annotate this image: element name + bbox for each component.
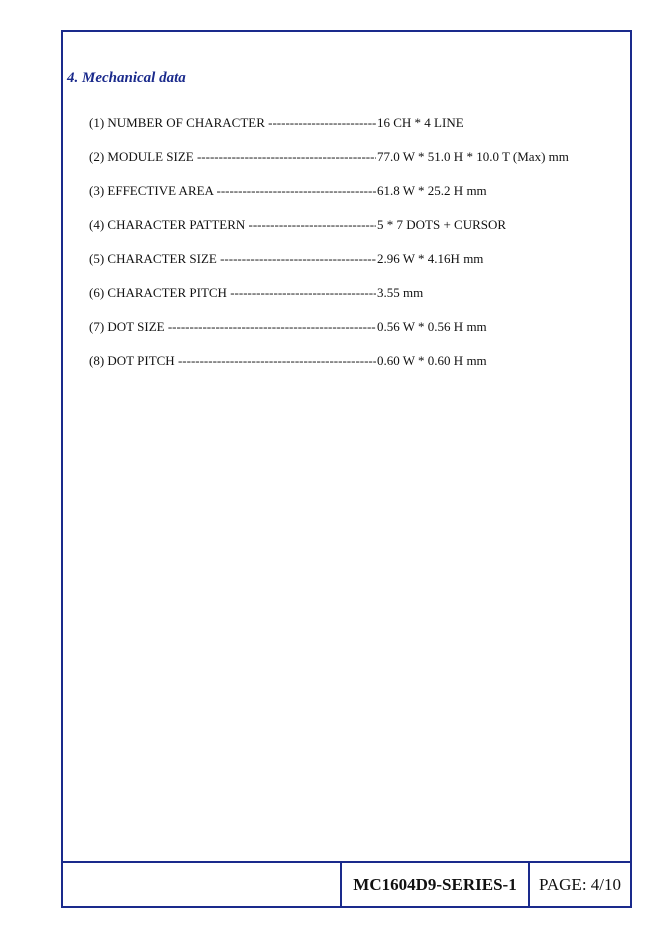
spec-row bbox=[89, 182, 609, 216]
spec-list bbox=[89, 114, 609, 386]
footer-page-number: PAGE: 4/10 bbox=[538, 874, 622, 894]
spec-row bbox=[89, 114, 609, 148]
spec-row bbox=[89, 148, 609, 182]
spec-row bbox=[89, 352, 609, 386]
footer bbox=[63, 861, 630, 906]
spec-value: 77.0 W * 51.0 H * 10.0 T (Max) mm bbox=[377, 149, 569, 164]
spec-value: 0.60 W * 0.60 H mm bbox=[377, 353, 487, 368]
spec-label: (3) EFFECTIVE AREA ----- bbox=[89, 182, 376, 200]
spec-row bbox=[89, 216, 609, 250]
spec-value: 0.56 W * 0.56 H mm bbox=[377, 319, 487, 334]
footer-model-number: MC1604D9-SERIES-1 bbox=[342, 863, 530, 906]
spec-label: (7) DOT SIZE ----- bbox=[89, 318, 376, 336]
spec-label: (5) CHARACTER SIZE ----- bbox=[89, 250, 376, 268]
spec-value: 61.8 W * 25.2 H mm bbox=[377, 183, 487, 198]
spec-label: (8) DOT PITCH ----- bbox=[89, 352, 376, 370]
document-frame bbox=[61, 30, 632, 908]
spec-row bbox=[89, 318, 609, 352]
spec-label: (1) NUMBER OF CHARACTER ----- bbox=[89, 114, 376, 132]
footer-blank-cell bbox=[63, 863, 342, 906]
spec-label: (2) MODULE SIZE ----- bbox=[89, 148, 376, 166]
spec-value: 2.96 W * 4.16H mm bbox=[377, 251, 484, 266]
spec-value: 16 CH * 4 LINE bbox=[377, 115, 464, 130]
spec-row bbox=[89, 284, 609, 318]
spec-value: 3.55 mm bbox=[377, 285, 424, 300]
section-title: 4. Mechanical data bbox=[67, 70, 186, 86]
spec-label: (4) CHARACTER PATTERN ----- bbox=[89, 216, 376, 234]
spec-label: (6) CHARACTER PITCH ----- bbox=[89, 284, 376, 302]
spec-value: 5 * 7 DOTS + CURSOR bbox=[377, 217, 507, 232]
spec-row bbox=[89, 250, 609, 284]
